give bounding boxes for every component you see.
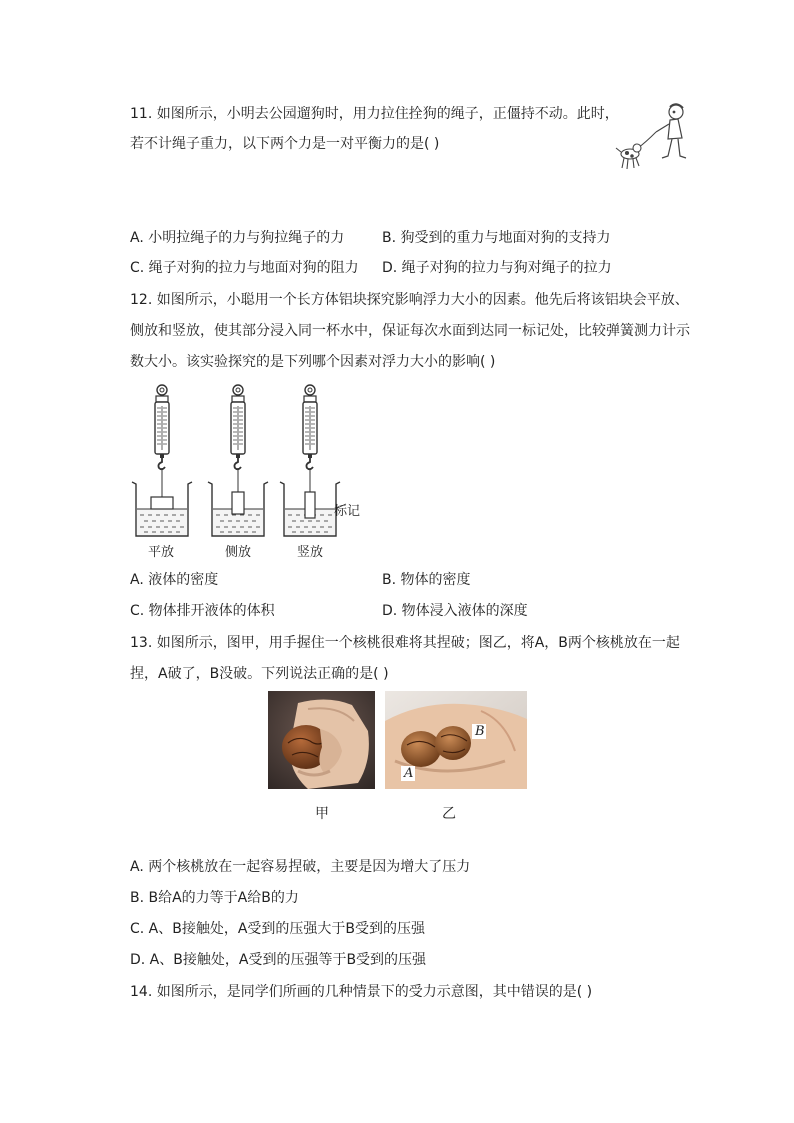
q13-option-b: B. B给A的力等于A给B的力: [130, 890, 299, 906]
flat-setup: [132, 385, 192, 536]
q11-option-c: C. 绳子对狗的拉力与地面对狗的阻力: [130, 260, 359, 276]
caption-jia: 甲: [315, 806, 329, 822]
q11-option-a: A. 小明拉绳子的力与狗拉绳子的力: [130, 230, 345, 246]
q12-option-d: D. 物体浸入液体的深度: [382, 603, 528, 619]
caption-side: 侧放: [225, 545, 252, 560]
q12-option-a: A. 液体的密度: [130, 572, 219, 588]
q13-stem-line2: 捏，A破了，B没破。下列说法正确的是( ): [130, 666, 389, 682]
q12-stem-line2: 侧放和竖放，使其部分浸入同一杯水中，保证每次水面到达同一标记处，比较弹簧测力计示: [130, 323, 690, 339]
q13-option-c: C. A、B接触处，A受到的压强大于B受到的压强: [130, 921, 426, 937]
q14-stem-line1: 14. 如图所示，是同学们所画的几种情景下的受力示意图，其中错误的是( ): [130, 984, 593, 1000]
q12-stem-line1: 12. 如图所示，小聪用一个长方体铝块探究影响浮力大小的因素。他先后将该铝块会平放、: [130, 292, 689, 308]
walnut-photo-jia: [268, 691, 375, 789]
q12-option-b: B. 物体的密度: [382, 572, 471, 588]
caption-upright: 竖放: [297, 545, 324, 560]
q11-option-b: B. 狗受到的重力与地面对狗的支持力: [382, 230, 611, 246]
photo-label-b: B: [475, 724, 485, 739]
caption-yi: 乙: [442, 806, 456, 822]
boy-walking-dog-figure: [612, 98, 692, 174]
q13-option-d: D. A、B接触处，A受到的压强等于B受到的压强: [130, 952, 427, 968]
q13-stem-line1: 13. 如图所示，图甲，用手握住一个核桃很难将其捏破；图乙，将A，B两个核桃放在一起: [130, 635, 680, 651]
spring-scale-beakers-figure: [128, 384, 360, 544]
side-setup: [208, 385, 268, 536]
q11-stem-line2: 若不计绳子重力，以下两个力是一对平衡力的是( ): [130, 136, 440, 152]
photo-label-a: A: [404, 766, 414, 781]
q12-option-c: C. 物体排开液体的体积: [130, 603, 275, 619]
q11-option-d: D. 绳子对狗的拉力与狗对绳子的拉力: [382, 260, 612, 276]
q12-stem-line3: 数大小。该实验探究的是下列哪个因素对浮力大小的影响( ): [130, 354, 496, 370]
caption-flat: 平放: [148, 545, 175, 560]
q13-option-a: A. 两个核桃放在一起容易捏破，主要是因为增大了压力: [130, 859, 471, 875]
caption-mark: 标记: [334, 504, 361, 519]
q11-stem-line1: 11. 如图所示，小明去公园遛狗时，用力拉住拴狗的绳子，正僵持不动。此时，: [130, 106, 619, 122]
